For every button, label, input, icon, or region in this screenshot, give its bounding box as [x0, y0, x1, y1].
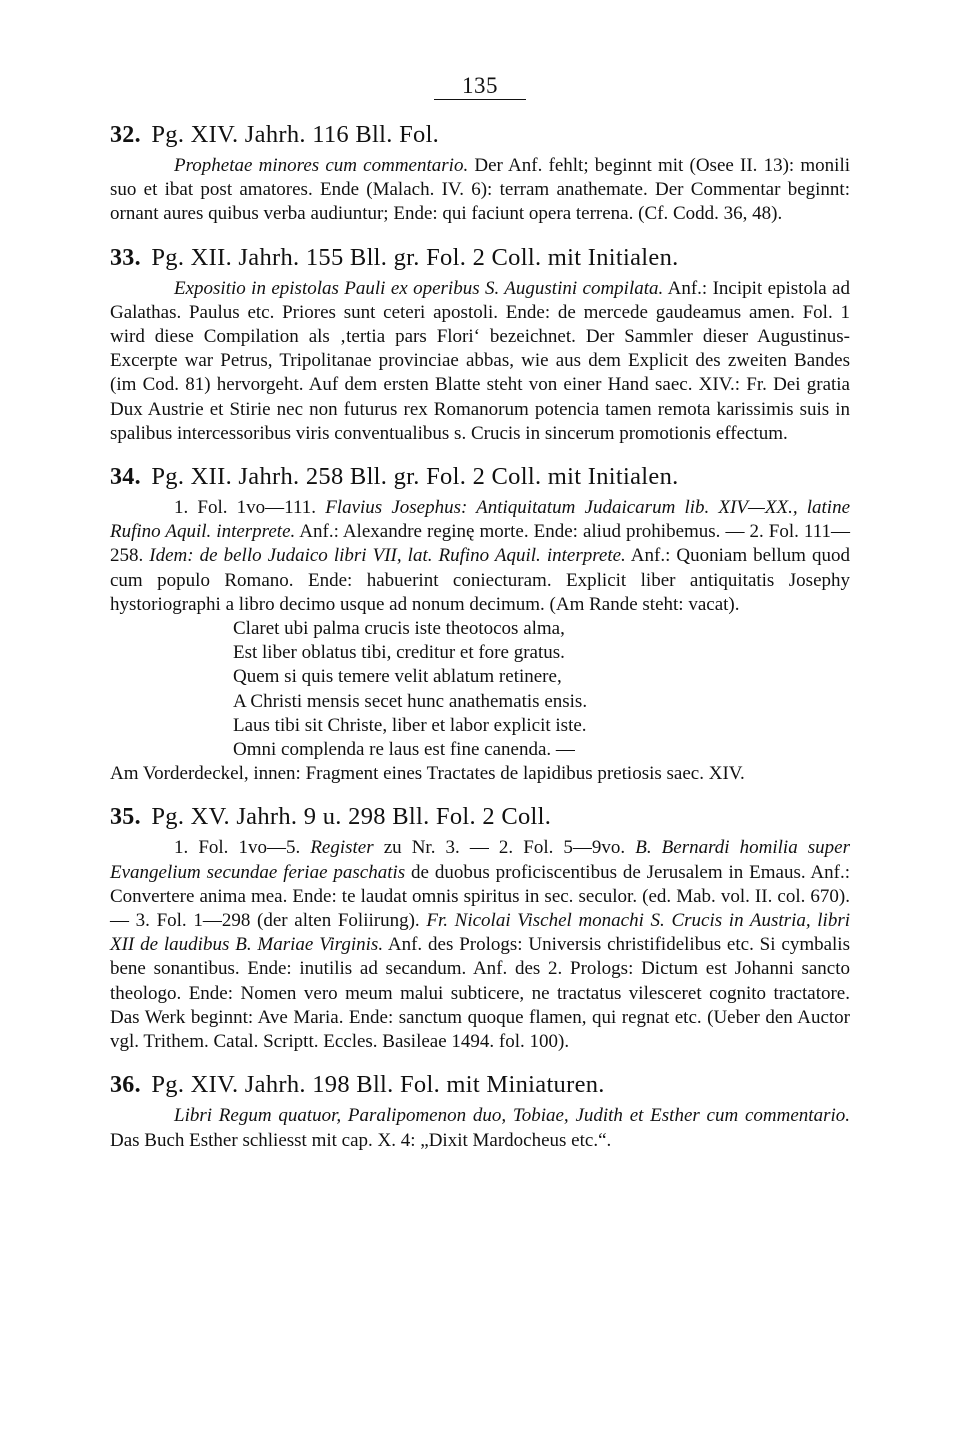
verse-line: Laus tibi sit Christe, liber et labor explicit iste. [233, 714, 587, 736]
entry-33 [110, 243, 850, 446]
description-text: 1. Fol. 1vo—5. [174, 837, 311, 859]
entry-description [110, 496, 850, 617]
entry-heading [110, 462, 850, 492]
entry-heading [110, 120, 850, 150]
description-text: 1. Fol. 1vo—111. [174, 497, 326, 519]
work-title: B. Bernardi homilia super Evangelium secundae feriae paschatis [110, 837, 850, 883]
page-number: 135 [0, 73, 960, 100]
description-text: Anf.: Alexandre reginę morte. Ende: aliud prohibemus. — 2. Fol. 111—258. [110, 521, 851, 567]
description-text: zu Nr. 3. — 2. Fol. 5—9vo. [373, 837, 636, 859]
verse-line: Claret ubi palma crucis iste theotocos alma, [233, 618, 565, 640]
verse-line: A Christi mensis secet hunc anathematis ensis. [233, 690, 588, 712]
description-text: Anf.: Incipit epistola ad Galathas. Paulus etc. Priores sunt ceteri apostoli. Ende: de mercede gaudeamus amen. Fol. 1 wird diese Compilation als ‚tertia pars Flori‘ bezeichnet. Der Sammler dieser Augustinus-Excerpte war Petrus, Tripolitanae provinciae abbas, wie aus dem Explicit des zweiten Bandes (im Cod. 81) hervorgeht. Auf dem ersten Blatte steht von einer Hand saec. XIV.: Fr. Dei gratia Dux Austrie et Stirie nec non futurus rex Romanorum potencia tamen remota karissimis suis in spalibus intercessoribus viris conventualibus s. Crucis in sincerum promotionis effectum. [110, 277, 850, 444]
entry-heading-text: Pg. XII. Jahrh. 258 Bll. gr. Fol. 2 Coll. mit Initialen. [151, 463, 679, 491]
entry-number: 34. [110, 464, 141, 491]
verse-line: Omni complenda re laus est fine canenda. — [233, 739, 575, 761]
entry-number: 36. [110, 1072, 141, 1099]
description-text: Anf.: Quoniam bellum quod cum populo Romano. Ende: habuerint coniecturam. Explicit liber antiquitatis Josephy hystoriographi a libro decimo usque ad nonum decimum. (Am Rande steht: vacat). [110, 545, 850, 615]
entry-heading-text: Pg. XIV. Jahrh. 198 Bll. Fol. mit Miniaturen. [151, 1071, 605, 1099]
work-title: Expositio in epistolas Pauli ex operibus S. Augustini compilata. [174, 277, 664, 299]
entry-note: Am Vorderdeckel, innen: Fragment eines Tractates de lapidibus pretiosis saec. XIV. [110, 763, 745, 785]
entry-34 [110, 462, 850, 786]
entry-description [110, 277, 850, 446]
entry-heading [110, 1070, 850, 1100]
entry-heading-text: Pg. XV. Jahrh. 9 u. 298 Bll. Fol. 2 Coll. [151, 803, 552, 831]
work-title: Libri Regum quatuor, Paralipomenon duo, Tobiae, Judith et Esther cum commentario. [174, 1105, 850, 1127]
work-title: Flavius Josephus: Antiquitatum Judaicarum lib. XIV—XX., latine Rufino Aquil. interprete. [110, 497, 850, 543]
entry-35 [110, 802, 850, 1054]
entry-number: 35. [110, 804, 141, 831]
description-text: de duobus proficiscentibus de Jerusalem in Emaus. Anf.: Convertere anima mea. Ende: te laudat omnis spiritus in sec. seculor. (ed. Mab. vol. II. col. 670). — 3. Fol. 1—298 (der alten Foliirung). [110, 861, 851, 932]
entry-description [110, 1104, 850, 1152]
entry-number: 33. [110, 244, 141, 271]
description-text: Das Buch Esther schliesst mit cap. X. 4: „Dixit Mardocheus etc.“. [110, 1129, 612, 1151]
entry-number: 32. [110, 122, 141, 148]
catalog-content [110, 120, 850, 1169]
entry-heading-text: Pg. XIV. Jahrh. 116 Bll. Fol. [151, 121, 440, 148]
entry-heading-text: Pg. XII. Jahrh. 155 Bll. gr. Fol. 2 Coll. mit Initialen. [151, 243, 679, 271]
entry-32 [110, 120, 850, 227]
work-title: Prophetae minores cum commentario. [174, 155, 469, 176]
entry-36 [110, 1070, 850, 1152]
entry-heading [110, 802, 850, 832]
verse-line: Quem si quis temere velit ablatum retinere, [233, 666, 562, 688]
work-title: Register [310, 837, 374, 859]
verse-line: Est liber oblatus tibi, creditur et fore gratus. [233, 642, 565, 664]
verse-block [233, 617, 850, 762]
work-title: Idem: de bello Judaico libri VII, lat. Rufino Aquil. interprete. [149, 545, 626, 567]
entry-description [110, 154, 850, 227]
entry-description [110, 836, 850, 1054]
work-title: Fr. Nicolai Vischel monachi S. Crucis in Austria, libri XII de laudibus B. Mariae Virginis. [110, 910, 851, 956]
description-text: Der Anf. fehlt; beginnt mit (Osee II. 13): monili suo et ibat post amatores. Ende (Malach. IV. 6): terram anathemate. Der Commentar beginnt: ornant aures quibus verba audiuntur; Ende: qui faciunt opera terrena. (Cf. Codd. 36, 48). [110, 155, 851, 225]
entry-heading [110, 243, 850, 273]
description-text: Anf. des Prologs: Universis christifidelibus etc. Si cymbalis bene sonantibus. Ende: inutilis ad secandum. Anf. des 2. Prologs: Dictum est Johanni sancto theologo. Ende: Nomen vero meum malui subticere, ne tractatus vilesceret cognito tractatore. Das Werk beginnt: Ave Maria. Ende: sanctum quoque flamen, qui regnat etc. (Ueber den Auctor vgl. Trithem. Catal. Scriptt. Eccles. Basileae 1494. fol. 100). [110, 934, 850, 1053]
